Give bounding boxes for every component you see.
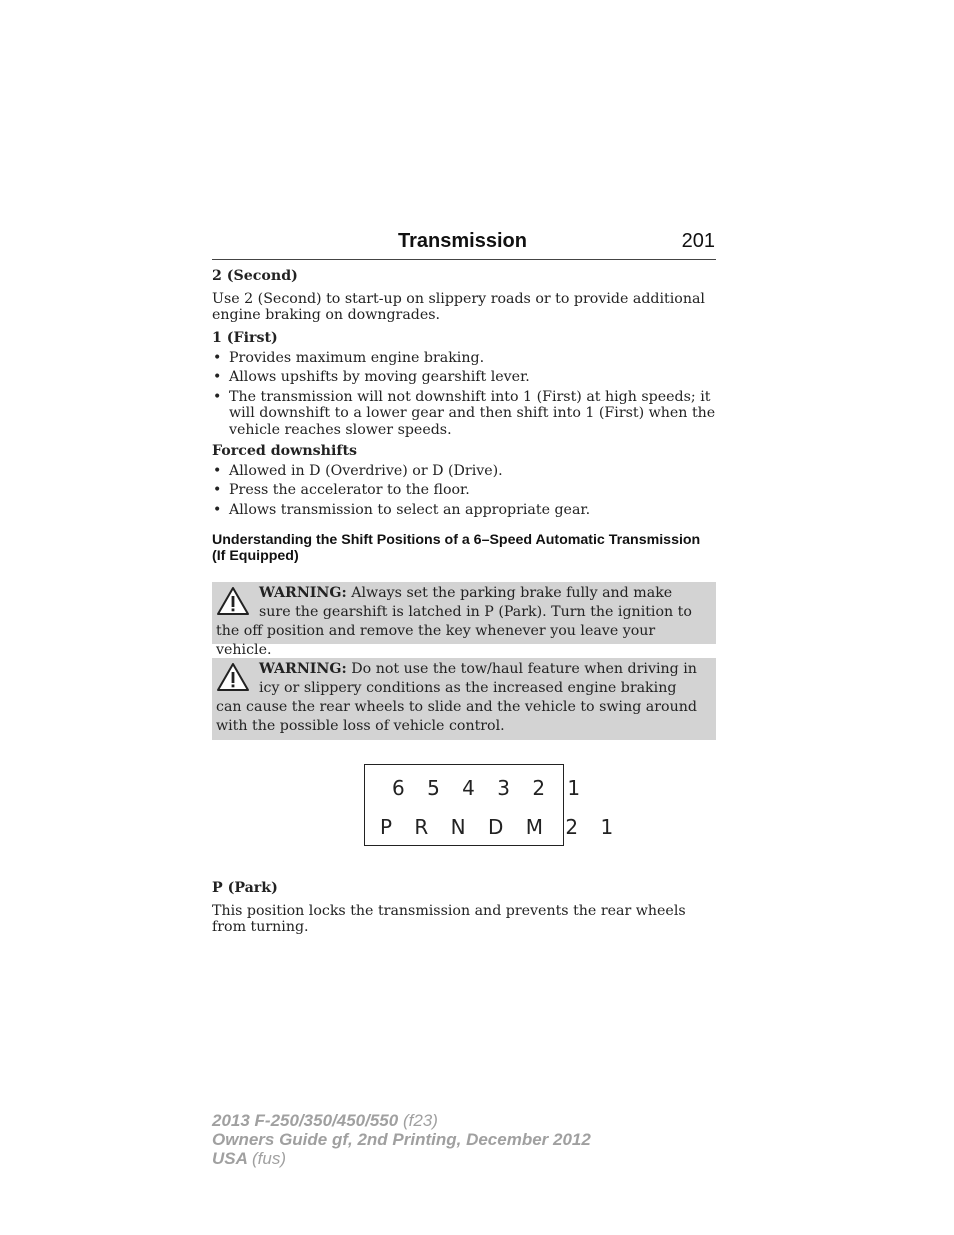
second-heading: 2 (Second) bbox=[212, 268, 298, 284]
first-section bbox=[212, 330, 716, 441]
park-text: This position locks the transmission and prevents the rear wheels from turning. bbox=[212, 902, 686, 935]
gear-indicator-diagram bbox=[364, 764, 622, 846]
bullet-icon: • bbox=[213, 369, 222, 385]
warning-text: Always set the parking brake fully and make sure the gearshift is latched in P (Park). Turn the ignition to the off position and remove the key whenever you leave your vehicle. bbox=[216, 585, 692, 658]
page-content bbox=[212, 229, 716, 935]
list-item: • Allows upshifts by moving gearshift lever. bbox=[213, 369, 530, 385]
page-header bbox=[212, 229, 716, 260]
bullet-icon: • bbox=[213, 482, 222, 498]
bullet-icon: • bbox=[213, 501, 222, 518]
section-heading: Understanding the Shift Positions of a 6–Speed Automatic Transmission (If Equipped) bbox=[212, 532, 701, 564]
page-number: 201 bbox=[681, 230, 715, 252]
first-bullet-list bbox=[212, 350, 716, 439]
list-item: • Provides maximum engine braking. bbox=[213, 349, 485, 366]
bullet-icon: • bbox=[213, 462, 222, 479]
first-heading: 1 (First) bbox=[212, 330, 278, 346]
list-item: • Allows transmission to select an appropriate gear. bbox=[213, 501, 591, 518]
warning-box bbox=[212, 658, 716, 740]
warning-text: Do not use the tow/haul feature when driving in icy or slippery conditions as the increased engine braking can cause the rear wheels to slide and the vehicle to swing around with the possible loss of vehicle control. bbox=[216, 661, 697, 734]
bullet-icon: • bbox=[213, 349, 222, 366]
forced-heading: Forced downshifts bbox=[212, 443, 358, 459]
warning-label: WARNING: bbox=[259, 585, 347, 601]
gear-numbers-row: 6 5 4 3 2 1 bbox=[392, 776, 589, 800]
second-section bbox=[212, 268, 716, 324]
list-item: • The transmission will not downshift into 1 (First) at high speeds; it will downshift to a lower gear and then shift into 1 (First) when the vehicle reaches slower speeds. bbox=[213, 388, 716, 438]
list-item: • Press the accelerator to the floor. bbox=[213, 482, 470, 498]
list-item: • Allowed in D (Overdrive) or D (Drive). bbox=[213, 462, 503, 479]
gear-positions-row: P R N D M 2 1 bbox=[380, 815, 622, 839]
forced-downshifts-section bbox=[212, 443, 716, 521]
footer-line-2: Owners Guide gf, 2nd Printing, December 2012 bbox=[212, 1130, 591, 1149]
bullet-icon: • bbox=[213, 388, 222, 405]
forced-bullet-list bbox=[212, 463, 716, 519]
footer-line-3: USA (fus) bbox=[212, 1149, 286, 1168]
park-heading: P (Park) bbox=[212, 880, 278, 896]
warning-triangle-icon bbox=[216, 586, 250, 618]
page-title: Transmission bbox=[398, 230, 527, 252]
document-footer bbox=[212, 1111, 591, 1168]
second-text: Use 2 (Second) to start-up on slippery roads or to provide additional engine braking on downgrades. bbox=[212, 290, 705, 323]
warning-label: WARNING: bbox=[259, 661, 347, 677]
footer-line-1: 2013 F-250/350/450/550 (f23) bbox=[212, 1111, 438, 1130]
warning-triangle-icon bbox=[216, 662, 250, 694]
warning-box bbox=[212, 582, 716, 658]
park-section bbox=[212, 880, 716, 936]
